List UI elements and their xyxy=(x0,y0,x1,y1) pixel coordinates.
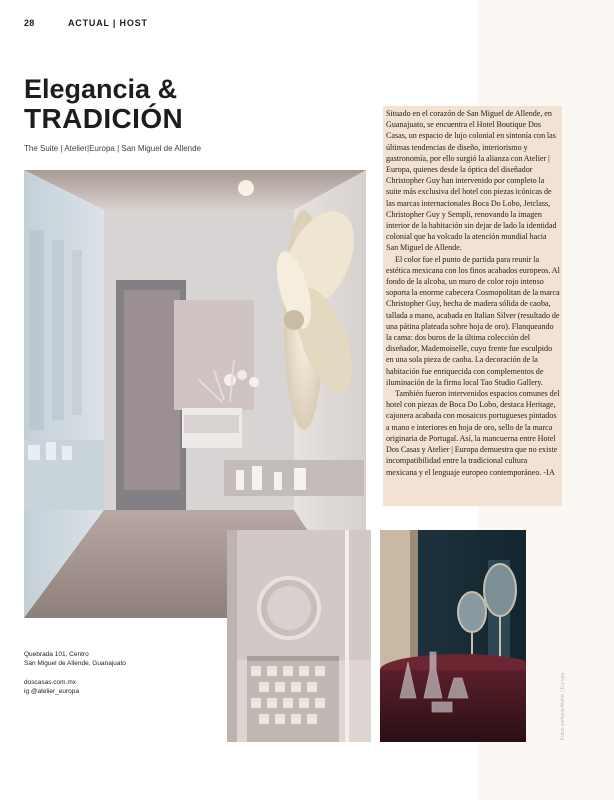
hotel-address xyxy=(24,650,126,668)
paragraph-3 xyxy=(386,388,560,478)
article-body xyxy=(386,108,560,478)
author-signature: -IA xyxy=(543,467,556,477)
section-label: ACTUAL | HOST xyxy=(68,18,148,28)
website-link[interactable]: doscasas.com.mx xyxy=(24,679,77,686)
heritage-cabinet-image xyxy=(227,530,371,742)
address-line-2: San Miguel de Allende, Guanajuato xyxy=(24,660,126,667)
page-number: 28 xyxy=(24,18,35,28)
glassware-photo xyxy=(380,530,526,742)
article-title xyxy=(24,74,183,134)
paragraph-3-text: También fueron intervenidos espacios comunes del hotel con piezas de Boca Do Lobo, destaca Heritage, cajonera acabada con mosaicos portugueses pintados a mano e interiores en hoja de oro, sello de la marca originaria de Portugal. Así, la mancuerna entre Hotel Dos Casas y Atelier | Europa demuestra que no existe incompatibilidad entre la tradicional cultura mexicana y el lenguaje europeo contemporáneo. xyxy=(386,389,560,477)
title-line-1: Elegancia & xyxy=(24,74,178,104)
article-subtitle: The Suite | Atelier|Europa | San Miguel de Allende xyxy=(24,144,202,153)
title-line-2: TRADICIÓN xyxy=(24,103,184,134)
photo-credit: Fotos cortesía Atelier | Europa xyxy=(560,672,566,740)
glass-decanters-image xyxy=(380,530,526,742)
address-line-1: Quebrada 101, Centro xyxy=(24,651,89,658)
cabinet-photo xyxy=(227,530,371,742)
paragraph-2: El color fue el punto de partida para reunir la estética mexicana con los finos acabados europeos. Al fondo de la alcoba, un muro de color rojo intenso soporta la enorme cabecera Cosmopolitan de la marca Christopher Guy, hecha de madera sólida de caoba, tallada a mano, acabada en Italian Silver (resultado de una pátina plateada sobre hoja de oro). Flanqueando la cama: dos buros de la última colección del diseñador, Mademoiselle, cuyo frente fue esculpido en una sola pieza de caoba. La decoración de la habitación fue enriquecida con complementos de iluminación de la firma local Tao Studio Gallery. xyxy=(386,254,560,387)
paragraph-1: Situado en el corazón de San Miguel de Allende, en Guanajuato, se encuentra el Hotel Boutique Dos Casas, un espacio de lujo colonial en sintonía con las últimas tendencias de diseño, interiorismo y gastronomía, por ello surgió la alianza con Atelier | Europa, quienes desde la óptica del diseñador Christopher Guy han intervenido por completo la suite más exclusiva del hotel con piezas icónicas de las marcas internacionales Boca Do Lobo, Jetclass, Christopher Guy y Sempli, renovando la imagen interior de la habitación sin dejar de lado la identidad colonial que ha volcado la atención mundial hacia San Miguel de Allende. xyxy=(386,109,557,253)
instagram-handle[interactable]: ig @atelier_europa xyxy=(24,688,80,695)
contact-info xyxy=(24,678,79,696)
